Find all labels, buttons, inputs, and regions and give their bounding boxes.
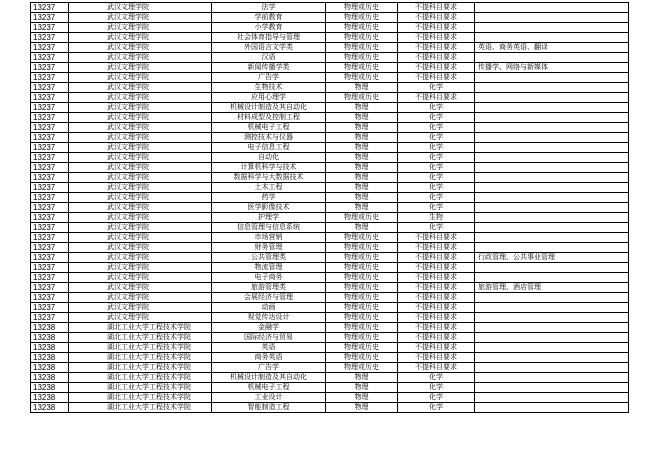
table-row [31,303,629,313]
school-name-cell: 武汉文理学院 [69,23,212,33]
second-subject-cell: 不提科目要求 [398,243,475,253]
school-name-cell: 武汉文理学院 [69,103,212,113]
included-majors-cell [475,173,629,183]
major-cell: 机械设计制造及其自动化 [212,103,326,113]
included-majors-cell: 行政管理、公共事业管理 [475,253,629,263]
school-code-cell: 13237 [31,183,69,193]
first-subject-cell: 物理 [326,113,398,123]
major-cell: 外国语言文学类 [212,43,326,53]
first-subject-cell: 物理或历史 [326,53,398,63]
school-name-cell: 武汉文理学院 [69,223,212,233]
second-subject-cell: 不提科目要求 [398,13,475,23]
school-code-cell: 13237 [31,293,69,303]
first-subject-cell: 物理或历史 [326,363,398,373]
school-code-cell: 13237 [31,173,69,183]
school-code-cell: 13237 [31,313,69,323]
school-name-cell: 湖北工业大学工程技术学院 [69,383,212,393]
major-cell: 机械电子工程 [212,123,326,133]
second-subject-cell: 不提科目要求 [398,3,475,13]
school-code-cell: 13237 [31,283,69,293]
first-subject-cell: 物理 [326,173,398,183]
school-name-cell: 武汉文理学院 [69,63,212,73]
second-subject-cell: 不提科目要求 [398,273,475,283]
school-name-cell: 武汉文理学院 [69,183,212,193]
table-row [31,63,629,73]
school-code-cell: 13237 [31,123,69,133]
table-row [31,183,629,193]
school-name-cell: 武汉文理学院 [69,53,212,63]
second-subject-cell: 不提科目要求 [398,323,475,333]
school-name-cell: 武汉文理学院 [69,293,212,303]
school-code-cell: 13237 [31,103,69,113]
second-subject-cell: 化学 [398,123,475,133]
school-name-cell: 武汉文理学院 [69,33,212,43]
major-cell: 土木工程 [212,183,326,193]
second-subject-cell: 不提科目要求 [398,33,475,43]
school-name-cell: 武汉文理学院 [69,143,212,153]
included-majors-cell [475,153,629,163]
included-majors-cell: 英语、商务英语、翻译 [475,43,629,53]
school-code-cell: 13237 [31,243,69,253]
school-code-cell: 13238 [31,323,69,333]
included-majors-cell [475,213,629,223]
major-cell: 计算机科学与技术 [212,163,326,173]
table-row [31,3,629,13]
included-majors-cell: 旅游管理、酒店管理 [475,283,629,293]
included-majors-cell [475,183,629,193]
included-majors-cell [475,373,629,383]
table-row [31,153,629,163]
major-cell: 医学影像技术 [212,203,326,213]
table-row [31,203,629,213]
major-cell: 动画 [212,303,326,313]
school-code-cell: 13238 [31,333,69,343]
table-row [31,233,629,243]
included-majors-cell [475,113,629,123]
major-cell: 材料成型及控制工程 [212,113,326,123]
school-code-cell: 13237 [31,253,69,263]
first-subject-cell: 物理或历史 [326,283,398,293]
second-subject-cell: 不提科目要求 [398,93,475,103]
second-subject-cell: 不提科目要求 [398,333,475,343]
included-majors-cell [475,53,629,63]
second-subject-cell: 化学 [398,153,475,163]
school-code-cell: 13237 [31,273,69,283]
school-name-cell: 湖北工业大学工程技术学院 [69,373,212,383]
school-code-cell: 13237 [31,63,69,73]
major-cell: 自动化 [212,153,326,163]
major-cell: 物流管理 [212,263,326,273]
major-cell: 机械电子工程 [212,383,326,393]
included-majors-cell [475,343,629,353]
table-row [31,213,629,223]
school-code-cell: 13238 [31,353,69,363]
major-cell: 学前教育 [212,13,326,23]
table-row [31,373,629,383]
school-code-cell: 13238 [31,403,69,413]
first-subject-cell: 物理 [326,123,398,133]
school-name-cell: 武汉文理学院 [69,133,212,143]
school-name-cell: 湖北工业大学工程技术学院 [69,393,212,403]
school-code-cell: 13237 [31,13,69,23]
first-subject-cell: 物理或历史 [326,3,398,13]
included-majors-cell: 传播学、网络与新媒体 [475,63,629,73]
school-code-cell: 13238 [31,343,69,353]
included-majors-cell [475,243,629,253]
first-subject-cell: 物理或历史 [326,253,398,263]
included-majors-cell [475,143,629,153]
school-code-cell: 13237 [31,223,69,233]
table-body [31,3,629,413]
school-code-cell: 13237 [31,193,69,203]
school-name-cell: 湖北工业大学工程技术学院 [69,323,212,333]
major-cell: 市场营销 [212,233,326,243]
table-row [31,173,629,183]
school-code-cell: 13237 [31,33,69,43]
table-row [31,383,629,393]
school-name-cell: 湖北工业大学工程技术学院 [69,363,212,373]
major-cell: 国际经济与贸易 [212,333,326,343]
school-name-cell: 武汉文理学院 [69,243,212,253]
first-subject-cell: 物理 [326,133,398,143]
first-subject-cell: 物理或历史 [326,323,398,333]
school-name-cell: 武汉文理学院 [69,193,212,203]
major-cell: 英语 [212,343,326,353]
included-majors-cell [475,133,629,143]
second-subject-cell: 化学 [398,103,475,113]
first-subject-cell: 物理 [326,143,398,153]
first-subject-cell: 物理 [326,383,398,393]
second-subject-cell: 化学 [398,383,475,393]
first-subject-cell: 物理 [326,193,398,203]
first-subject-cell: 物理或历史 [326,273,398,283]
major-cell: 社会体育指导与管理 [212,33,326,43]
school-code-cell: 13237 [31,83,69,93]
second-subject-cell: 不提科目要求 [398,353,475,363]
school-code-cell: 13238 [31,383,69,393]
first-subject-cell: 物理或历史 [326,333,398,343]
major-cell: 金融学 [212,323,326,333]
second-subject-cell: 化学 [398,393,475,403]
first-subject-cell: 物理或历史 [326,303,398,313]
included-majors-cell [475,23,629,33]
included-majors-cell [475,333,629,343]
school-code-cell: 13237 [31,143,69,153]
school-code-cell: 13237 [31,53,69,63]
first-subject-cell: 物理或历史 [326,233,398,243]
table-row [31,143,629,153]
major-cell: 新闻传播学类 [212,63,326,73]
school-code-cell: 13237 [31,213,69,223]
first-subject-cell: 物理或历史 [326,73,398,83]
table-row [31,193,629,203]
first-subject-cell: 物理或历史 [326,23,398,33]
second-subject-cell: 不提科目要求 [398,283,475,293]
first-subject-cell: 物理 [326,103,398,113]
school-name-cell: 武汉文理学院 [69,93,212,103]
table-row [31,403,629,413]
table-row [31,243,629,253]
second-subject-cell: 不提科目要求 [398,253,475,263]
table-row [31,313,629,323]
second-subject-cell: 不提科目要求 [398,263,475,273]
first-subject-cell: 物理 [326,163,398,173]
school-name-cell: 武汉文理学院 [69,173,212,183]
school-code-cell: 13237 [31,303,69,313]
first-subject-cell: 物理 [326,203,398,213]
table-row [31,103,629,113]
school-name-cell: 武汉文理学院 [69,123,212,133]
table-row [31,43,629,53]
first-subject-cell: 物理或历史 [326,343,398,353]
school-code-cell: 13237 [31,93,69,103]
school-code-cell: 13237 [31,233,69,243]
second-subject-cell: 化学 [398,193,475,203]
included-majors-cell [475,83,629,93]
included-majors-cell [475,193,629,203]
first-subject-cell: 物理或历史 [326,93,398,103]
school-code-cell: 13237 [31,113,69,123]
school-name-cell: 湖北工业大学工程技术学院 [69,343,212,353]
major-cell: 护理学 [212,213,326,223]
school-code-cell: 13237 [31,153,69,163]
included-majors-cell [475,353,629,363]
major-cell: 药学 [212,193,326,203]
table-row [31,13,629,23]
school-code-cell: 13237 [31,133,69,143]
school-name-cell: 武汉文理学院 [69,203,212,213]
major-cell: 广告学 [212,363,326,373]
second-subject-cell: 不提科目要求 [398,363,475,373]
included-majors-cell [475,403,629,413]
school-name-cell: 武汉文理学院 [69,113,212,123]
table-row [31,53,629,63]
school-code-cell: 13237 [31,263,69,273]
table-row [31,113,629,123]
major-cell: 会展经济与管理 [212,293,326,303]
table-row [31,133,629,143]
second-subject-cell: 化学 [398,163,475,173]
included-majors-cell [475,393,629,403]
table-row [31,273,629,283]
included-majors-cell [475,263,629,273]
table-row [31,323,629,333]
major-cell: 汉语 [212,53,326,63]
first-subject-cell: 物理 [326,393,398,403]
school-code-cell: 13237 [31,43,69,53]
school-name-cell: 湖北工业大学工程技术学院 [69,333,212,343]
school-code-cell: 13237 [31,203,69,213]
table-row [31,163,629,173]
table-row [31,73,629,83]
school-code-cell: 13238 [31,393,69,403]
first-subject-cell: 物理或历史 [326,43,398,53]
table-row [31,363,629,373]
table-row [31,23,629,33]
school-name-cell: 武汉文理学院 [69,213,212,223]
first-subject-cell: 物理或历史 [326,13,398,23]
school-name-cell: 湖北工业大学工程技术学院 [69,403,212,413]
first-subject-cell: 物理或历史 [326,263,398,273]
included-majors-cell [475,93,629,103]
included-majors-cell [475,33,629,43]
first-subject-cell: 物理或历史 [326,313,398,323]
major-cell: 机械设计制造及其自动化 [212,373,326,383]
included-majors-cell [475,303,629,313]
second-subject-cell: 化学 [398,113,475,123]
second-subject-cell: 不提科目要求 [398,43,475,53]
second-subject-cell: 化学 [398,183,475,193]
included-majors-cell [475,363,629,373]
school-name-cell: 湖北工业大学工程技术学院 [69,353,212,363]
table-row [31,83,629,93]
second-subject-cell: 化学 [398,143,475,153]
major-cell: 商务英语 [212,353,326,363]
first-subject-cell: 物理 [326,223,398,233]
table-row [31,123,629,133]
school-code-cell: 13237 [31,163,69,173]
included-majors-cell [475,313,629,323]
school-code-cell: 13238 [31,363,69,373]
second-subject-cell: 化学 [398,173,475,183]
table-row [31,283,629,293]
second-subject-cell: 生物 [398,213,475,223]
school-code-cell: 13237 [31,23,69,33]
included-majors-cell [475,223,629,233]
major-cell: 小学教育 [212,23,326,33]
school-name-cell: 武汉文理学院 [69,43,212,53]
major-cell: 生物技术 [212,83,326,93]
first-subject-cell: 物理或历史 [326,243,398,253]
second-subject-cell: 化学 [398,373,475,383]
school-name-cell: 武汉文理学院 [69,163,212,173]
table-row [31,293,629,303]
school-name-cell: 武汉文理学院 [69,263,212,273]
first-subject-cell: 物理或历史 [326,293,398,303]
major-cell: 公共管理类 [212,253,326,263]
school-code-cell: 13238 [31,373,69,383]
table-row [31,263,629,273]
school-name-cell: 武汉文理学院 [69,13,212,23]
included-majors-cell [475,103,629,113]
second-subject-cell: 不提科目要求 [398,313,475,323]
major-cell: 财务管理 [212,243,326,253]
school-name-cell: 武汉文理学院 [69,233,212,243]
second-subject-cell: 化学 [398,203,475,213]
school-code-cell: 13237 [31,73,69,83]
second-subject-cell: 不提科目要求 [398,303,475,313]
second-subject-cell: 化学 [398,223,475,233]
first-subject-cell: 物理或历史 [326,213,398,223]
table-row [31,253,629,263]
first-subject-cell: 物理或历史 [326,353,398,363]
table-row [31,333,629,343]
included-majors-cell [475,123,629,133]
school-name-cell: 武汉文理学院 [69,253,212,263]
major-cell: 电子信息工程 [212,143,326,153]
major-cell: 数据科学与大数据技术 [212,173,326,183]
table-row [31,393,629,403]
school-name-cell: 武汉文理学院 [69,313,212,323]
major-cell: 法学 [212,3,326,13]
included-majors-cell [475,13,629,23]
table-row [31,223,629,233]
school-name-cell: 武汉文理学院 [69,83,212,93]
major-cell: 应用心理学 [212,93,326,103]
table-row [31,343,629,353]
first-subject-cell: 物理或历史 [326,63,398,73]
included-majors-cell [475,293,629,303]
included-majors-cell [475,273,629,283]
second-subject-cell: 不提科目要求 [398,63,475,73]
included-majors-cell [475,3,629,13]
included-majors-cell [475,383,629,393]
major-cell: 信息管理与信息系统 [212,223,326,233]
second-subject-cell: 不提科目要求 [398,343,475,353]
included-majors-cell [475,323,629,333]
major-cell: 工业设计 [212,393,326,403]
major-cell: 旅游管理类 [212,283,326,293]
school-name-cell: 武汉文理学院 [69,303,212,313]
table-row [31,353,629,363]
major-cell: 测控技术与仪器 [212,133,326,143]
second-subject-cell: 化学 [398,83,475,93]
major-cell: 广告学 [212,73,326,83]
school-name-cell: 武汉文理学院 [69,273,212,283]
first-subject-cell: 物理 [326,403,398,413]
school-name-cell: 武汉文理学院 [69,153,212,163]
included-majors-cell [475,163,629,173]
second-subject-cell: 不提科目要求 [398,293,475,303]
first-subject-cell: 物理 [326,83,398,93]
admission-requirements-table [30,2,629,413]
table-row [31,33,629,43]
second-subject-cell: 不提科目要求 [398,23,475,33]
second-subject-cell: 化学 [398,403,475,413]
table-row [31,93,629,103]
major-cell: 智能制造工程 [212,403,326,413]
first-subject-cell: 物理或历史 [326,33,398,43]
included-majors-cell [475,233,629,243]
included-majors-cell [475,203,629,213]
second-subject-cell: 不提科目要求 [398,73,475,83]
second-subject-cell: 化学 [398,133,475,143]
major-cell: 视觉传达设计 [212,313,326,323]
school-name-cell: 武汉文理学院 [69,283,212,293]
second-subject-cell: 不提科目要求 [398,233,475,243]
first-subject-cell: 物理 [326,153,398,163]
school-name-cell: 武汉文理学院 [69,73,212,83]
school-name-cell: 武汉文理学院 [69,3,212,13]
major-cell: 电子商务 [212,273,326,283]
school-code-cell: 13237 [31,3,69,13]
second-subject-cell: 不提科目要求 [398,53,475,63]
first-subject-cell: 物理 [326,183,398,193]
first-subject-cell: 物理 [326,373,398,383]
included-majors-cell [475,73,629,83]
